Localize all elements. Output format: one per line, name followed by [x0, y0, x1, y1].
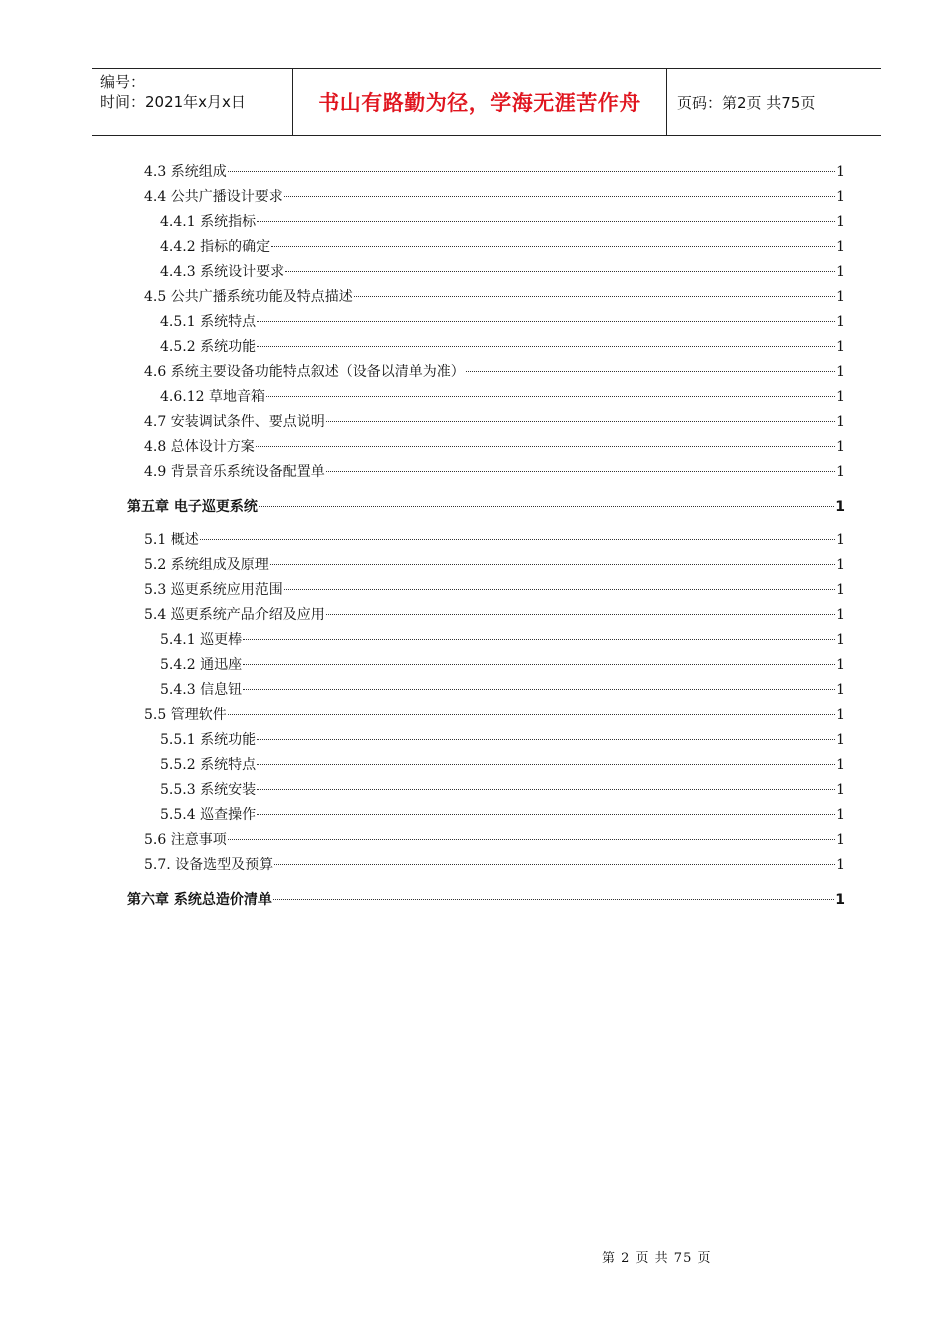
- toc-entry-page: 1: [836, 757, 845, 773]
- toc-entry-title: 4.4.3 系统设计要求: [160, 264, 285, 280]
- toc-entry[interactable]: [127, 235, 845, 260]
- toc-entry-page: 1: [836, 607, 845, 623]
- dot-leader: [228, 171, 835, 172]
- toc-entry[interactable]: [127, 410, 845, 435]
- toc-entry-title: 5.4.2 通迅座: [160, 657, 243, 673]
- toc-entry-title: 5.5 管理软件: [144, 707, 227, 723]
- toc-entry[interactable]: [127, 753, 845, 778]
- toc-entry-page: 1: [836, 364, 845, 380]
- toc-entry[interactable]: [127, 603, 845, 628]
- toc-entry-title: 4.6 系统主要设备功能特点叙述（设备以清单为准）: [144, 364, 465, 380]
- toc-chapter-entry[interactable]: [127, 888, 845, 913]
- header-motto: 书山有路勤为径，学海无涯苦作舟: [293, 69, 667, 135]
- dot-leader: [266, 396, 835, 397]
- toc-entry[interactable]: [127, 578, 845, 603]
- toc-entry-page: 1: [836, 314, 845, 330]
- header-page-info: 页码：第2页 共75页: [677, 93, 816, 112]
- dot-leader: [257, 764, 835, 765]
- toc-entry-title: 4.7 安装调试条件、要点说明: [144, 414, 325, 430]
- toc-entry[interactable]: [127, 285, 845, 310]
- dot-leader: [270, 564, 835, 565]
- dot-leader: [257, 814, 835, 815]
- dot-leader: [466, 371, 835, 372]
- toc-entry-page: 1: [836, 732, 845, 748]
- toc-entry-title: 5.2 系统组成及原理: [144, 557, 269, 573]
- dot-leader: [259, 506, 834, 507]
- toc-entry[interactable]: [127, 703, 845, 728]
- dot-leader: [271, 246, 835, 247]
- toc-entry-page: 1: [836, 164, 845, 180]
- toc-entry[interactable]: [127, 160, 845, 185]
- toc-entry[interactable]: [127, 653, 845, 678]
- toc-entry[interactable]: [127, 828, 845, 853]
- toc-entry-title: 4.8 总体设计方案: [144, 439, 255, 455]
- toc-entry-title: 5.1 概述: [144, 532, 199, 548]
- toc-entry[interactable]: [127, 778, 845, 803]
- toc-entry-title: 4.4.2 指标的确定: [160, 239, 271, 255]
- toc-entry-title: 5.5.3 系统安装: [160, 782, 257, 798]
- toc-entry-page: 1: [836, 807, 845, 823]
- toc-entry-page: 1: [836, 339, 845, 355]
- toc-entry-title: 5.4.3 信息钮: [160, 682, 243, 698]
- toc-entry[interactable]: [127, 310, 845, 335]
- toc-entry-title: 4.3 系统组成: [144, 164, 227, 180]
- toc-entry-title: 第五章 电子巡更系统: [127, 499, 258, 515]
- toc-entry-page: 1: [836, 289, 845, 305]
- dot-leader: [326, 614, 835, 615]
- toc-entry-page: 1: [836, 464, 845, 480]
- toc-entry[interactable]: [127, 528, 845, 553]
- toc-entry-page: 1: [836, 857, 845, 873]
- toc-entry[interactable]: [127, 435, 845, 460]
- toc-entry-title: 5.4.1 巡更棒: [160, 632, 243, 648]
- toc-entry-page: 1: [836, 389, 845, 405]
- toc-entry[interactable]: [127, 335, 845, 360]
- toc-entry-page: 1: [836, 557, 845, 573]
- toc-entry-page: 1: [836, 707, 845, 723]
- dot-leader: [326, 471, 835, 472]
- toc-entry-page: 1: [836, 657, 845, 673]
- dot-leader: [257, 221, 835, 222]
- toc-entry-title: 4.5 公共广播系统功能及特点描述: [144, 289, 353, 305]
- toc-chapter-entry[interactable]: [127, 495, 845, 520]
- toc-entry-page: 1: [836, 414, 845, 430]
- dot-leader: [243, 664, 835, 665]
- toc-entry-page: 1: [836, 632, 845, 648]
- toc-entry-title: 4.5.1 系统特点: [160, 314, 257, 330]
- toc-entry-title: 5.7. 设备选型及预算: [144, 857, 274, 873]
- dot-leader: [257, 789, 835, 790]
- toc-entry-page: 1: [836, 239, 845, 255]
- toc-entry-page: 1: [836, 439, 845, 455]
- toc-entry[interactable]: [127, 853, 845, 878]
- toc-entry-title: 4.9 背景音乐系统设备配置单: [144, 464, 325, 480]
- footer-page-number: 第 2 页 共 75 页: [602, 1251, 712, 1266]
- toc-entry[interactable]: [127, 185, 845, 210]
- toc-entry-title: 第六章 系统总造价清单: [127, 892, 272, 908]
- dot-leader: [284, 196, 835, 197]
- toc-entry-title: 5.4 巡更系统产品介绍及应用: [144, 607, 325, 623]
- toc-entry-page: 1: [836, 782, 845, 798]
- toc-entry-page: 1: [836, 682, 845, 698]
- toc-entry-title: 5.6 注意事项: [144, 832, 227, 848]
- toc-entry-title: 5.5.2 系统特点: [160, 757, 257, 773]
- toc-entry-page: 1: [836, 582, 845, 598]
- dot-leader: [354, 296, 835, 297]
- number-label: 编号：: [100, 73, 146, 91]
- toc-entry[interactable]: [127, 210, 845, 235]
- toc-entry-page: 1: [836, 832, 845, 848]
- toc-entry-title: 4.4 公共广播设计要求: [144, 189, 283, 205]
- toc-entry[interactable]: [127, 553, 845, 578]
- dot-leader: [257, 321, 835, 322]
- toc-entry-page: 1: [835, 499, 845, 515]
- dot-leader: [257, 346, 835, 347]
- header-meta: [92, 69, 293, 135]
- dot-leader: [284, 589, 835, 590]
- toc-entry-page: 1: [835, 892, 845, 908]
- toc-entry-title: 5.5.4 巡查操作: [160, 807, 257, 823]
- time-label: 时间：2021年x月x日: [100, 93, 246, 111]
- dot-leader: [256, 446, 835, 447]
- dot-leader: [200, 539, 835, 540]
- toc-entry[interactable]: [127, 360, 845, 385]
- toc-entry-title: 4.4.1 系统指标: [160, 214, 257, 230]
- table-of-contents: [127, 160, 845, 921]
- toc-entry[interactable]: [127, 728, 845, 753]
- toc-entry[interactable]: [127, 678, 845, 703]
- toc-entry[interactable]: [127, 260, 845, 285]
- dot-leader: [228, 714, 835, 715]
- toc-entry[interactable]: [127, 460, 845, 485]
- toc-entry[interactable]: [127, 628, 845, 653]
- dot-leader: [273, 899, 834, 900]
- dot-leader: [243, 639, 835, 640]
- toc-entry-page: 1: [836, 532, 845, 548]
- dot-leader: [274, 864, 835, 865]
- toc-entry-title: 4.6.12 草地音箱: [160, 389, 265, 405]
- dot-leader: [326, 421, 835, 422]
- toc-entry-page: 1: [836, 189, 845, 205]
- toc-entry-title: 5.3 巡更系统应用范围: [144, 582, 283, 598]
- dot-leader: [243, 689, 835, 690]
- dot-leader: [228, 839, 835, 840]
- toc-entry-title: 4.5.2 系统功能: [160, 339, 257, 355]
- toc-entry-page: 1: [836, 264, 845, 280]
- dot-leader: [285, 271, 835, 272]
- toc-entry-page: 1: [836, 214, 845, 230]
- toc-entry-title: 5.5.1 系统功能: [160, 732, 257, 748]
- toc-entry[interactable]: [127, 385, 845, 410]
- page-header: [92, 68, 881, 136]
- toc-entry[interactable]: [127, 803, 845, 828]
- dot-leader: [257, 739, 835, 740]
